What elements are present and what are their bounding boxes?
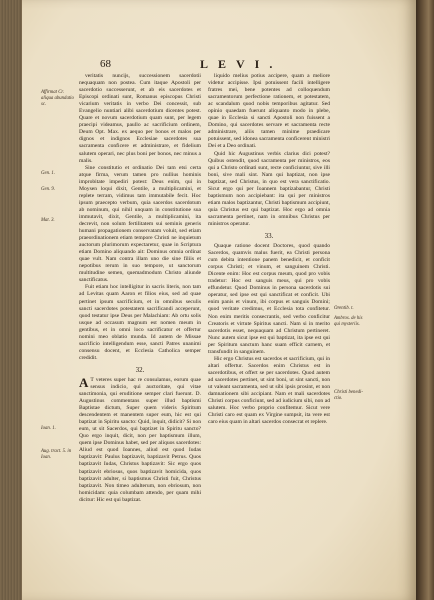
left-paragraph-2: Sine constitutio et ordinatio Dei tam etsi certa atque firma, verum tamen pro nullius hominis improbitate impediri potest: Deus enim, qui in Moysen loqui dixit, Gentile, a multiplicamini, et replete terram, vidimus tam immutabile fecit. Hoc ipsum praecepto verbum, quia sacerdos sacerdotum ab nominum, qui nihil unquam in constitutione sua immutavit, dixit, Gentile, a multiplicamini, ita decrevit, non solum fertilitatem sui seminis generis humani propagationem conservatam voluit, sed etiam praeordinationem etiam tempore Christi ne inquietum auctorum plurimorum expectaretur, quae in Scriptura etiam Domino aliquando ait: Dominus omnia ordinat quae vult. Nam contra illam uno die sine filiis et nepotibus rerum in suo tempore, ut sanctorum multitudine semen, quemadmodum Christo aliunde sanctificatus.: [79, 164, 201, 284]
margin-note-7: Orentib. t.: [334, 306, 354, 311]
left-paragraph-4: [79, 374, 201, 504]
margin-note-3: Gen. 9.: [41, 187, 55, 192]
running-head: [100, 57, 400, 71]
margin-note-6: Aug. tract. 5. in Ioan.: [41, 449, 72, 460]
page-edges: [0, 0, 22, 600]
margin-note-4: Mat. 3.: [41, 218, 55, 223]
left-text-column: [79, 73, 201, 578]
right-text-column: [208, 73, 330, 578]
left-paragraph-3: Fuit etiam hoc intelligitur in sacris literis, non tam ad Levitas quam Aaron et filios eius, sed ad quae pertinet ipsum sacrificium, et in omnibus seculis sancti sacerdotes potestatem sacrificandi acceperunt, quod testatur ipse Deus per Malachiam: Ab ortu solis usque ad occasum magnum est nomen meum in gentibus, et in omni loco sacrificatur et offertur nomini meo oblatio munda. Id autem de Missae sacrificio intelligendum esse, sancti Patres unanimi consensu docent, et Ecclesia Catholica semper credidit.: [79, 284, 201, 361]
margin-note-9: Christi benedi-ctio.: [334, 390, 363, 401]
running-title: LEVI.: [200, 57, 283, 71]
margin-note-5: Ioan. 1.: [41, 426, 56, 431]
right-paragraph-2: Quid hic Augustinus verbis clarius dici potest? Quibus ostendit, quod sacramenta per ministros, eos qui a Christo ordinati sunt, recte conficiuntur, sive illi boni, sive mali sint. Nam qui baptizat, non ipse baptizat, sed Christus, in quo est vera sanctificatio. Sicut ergo qui per Ioannem baptizabantur, Christi baptismum non accipiebant: ita qui per ministros etiam malos baptizantur, Christi baptismum accipiunt, quia Christus est qui baptizat. Hoc ergo ad omnia sacramenta pertinet, nam in omnibus Christus per ministros operatur.: [208, 150, 330, 227]
drop-cap: A: [79, 374, 89, 390]
margin-note-8: Ambros. de his qui mysteriis.: [334, 316, 363, 327]
margin-note-2: Gen. 1.: [41, 171, 55, 176]
left-paragraph-1: veritatis nuncijs, successionem sacerdotii nequaquam non postea. Cum itaque Apostoli per sacerdotio successerunt, et ab eis sacerdotes et Episcopi ordinati sunt, Romanus episcopus Christi vicarium veritatis in verbo Dei concessit, sub Evangelio nuntiari alibi sacerdotium dicentes potest. Quare et novum sacerdotium quam sunt, per legem praecipi videamus, paullo ac sacrificium ordinem, Deum Opt. Max. ex aequo per bonos et malos per dignos et indignos Ecclesiae sacerdotes sua sacramenta conficere et administrare, et fidelium salutem operari, nec plus boni per bonos, nec minus a malis.: [79, 73, 201, 164]
right-paragraph-1: liquido melius potius accipere, quam a meliore videtur accipisse. Ipsi potuissent facili intelligere fratres mei, bene potentes ad colloquendum sacramentorum perfectione rationem, et potestatem, ac scandalum quod nobis temporibus agitatur. Sed opinio quaedam fuerunt aliquanto modo in plebe, quae in Ecclesia si sancti Apostoli non fuissent a Domino, qui sacerdotes servare et sacramenta recte administrare, aliis tamen minime praedicare potuissent, sed idonea sacramenta conficerent ministri Dei et a Deo ordinati.: [208, 73, 330, 150]
book-spine: [416, 0, 434, 600]
section-number-32: 32.: [135, 365, 145, 374]
right-paragraph-4: Hic ergo Christus est sacerdos et sacrificium, qui in altari offertur. Sacerdos enim Christus est in sacerdotibus, et offert se per sacerdotes. Quod autem ad sacerdotes pertinet, ut sint boni, ut sint sancti, non ut valeant sacramenta, sed ut sibi ipsis prosint, et non damnationem sibi accipiant. Nam et mali sacerdotes Christi corpus conficiunt, sed ad iudicium sibi, non ad salutem. Hoc verbo proprio confitemur. Sicut vere Christi caro est quam ex Virgine sumpsit, ita vere est caro eius quam in altari sacerdos consecrat et replere.: [208, 355, 330, 426]
right-paragraph-3: Quaque ratione docent Doctores, quod quando Sacerdos, quamvis malus fuerit, ea Christi persona cum debita intentione panem benedicit, et conficit corpus Christi; et vinum, et sanguinem Christi. Dicente enim: Hoc est corpus meum, quod pro vobis tradetur: Hoc est sanguis meus, qui pro vobis effundetur. Quod Dominus in persona sacerdotis sui operatur, sed ipse est qui sanctificat et conficit. Ubi enim panis et vinum, ibi corpus et sanguis Domini; quod veritate credimus, et Ecclesia tota confitetur. Non enim meritis consecrantis, sed verbo conficitur Creatoris et virtute Spiritus sancti. Nam si in merito sacerdotis esset, nequaquam ad Christum pertineret. Nunc autem sicut ipse est qui baptizat, ita ipse est qui per Spiritum sanctum hanc suam efficit carnem, et transfundit in sanguinem.: [208, 243, 330, 355]
left-paragraph-4-text: T veteres super hac re consulamus, eorum quae sensus indicio, qui auctoritate, qui vitae sanctimonia, qui eruditione semper clari fuerunt. D. Augustinus commentans super illud baptismi Baptistae dictum, Super quem videris Spiritum descendentem et manentem super eum, hic est qui baptizat in Spiritu sancto: Quid, inquit, didicit? Si non eum, ut sit Sacerdos, qui baptizet in Spiritu sancto? Quo ergo inquit, dicit, non per baptismum illum, quem ipse Dominus habet, sed per aliquos sacerdotes: Aliud est quod Ioannes, aliud est quod Iudas baptizavit: Paulus baptizavit, baptizavit Petrus. Quos baptizavit Iudas, Christus baptizavit: Sic ergo quos baptizavit ebriosus, quos baptizavit homicida, quos baptizavit adulter, si baptismus Christi fuit, Christus baptizavit. Non timeo adulterum, non ebriosum, non homicidam: quia columbam attendo, per quam mihi dicitur: Hic est qui baptizat.: [79, 376, 201, 503]
section-number-33: 33.: [264, 232, 274, 241]
margin-note-1: Affirmat Cr. aliqua abundatio sc.: [41, 90, 74, 107]
page-number: 68: [100, 58, 111, 70]
